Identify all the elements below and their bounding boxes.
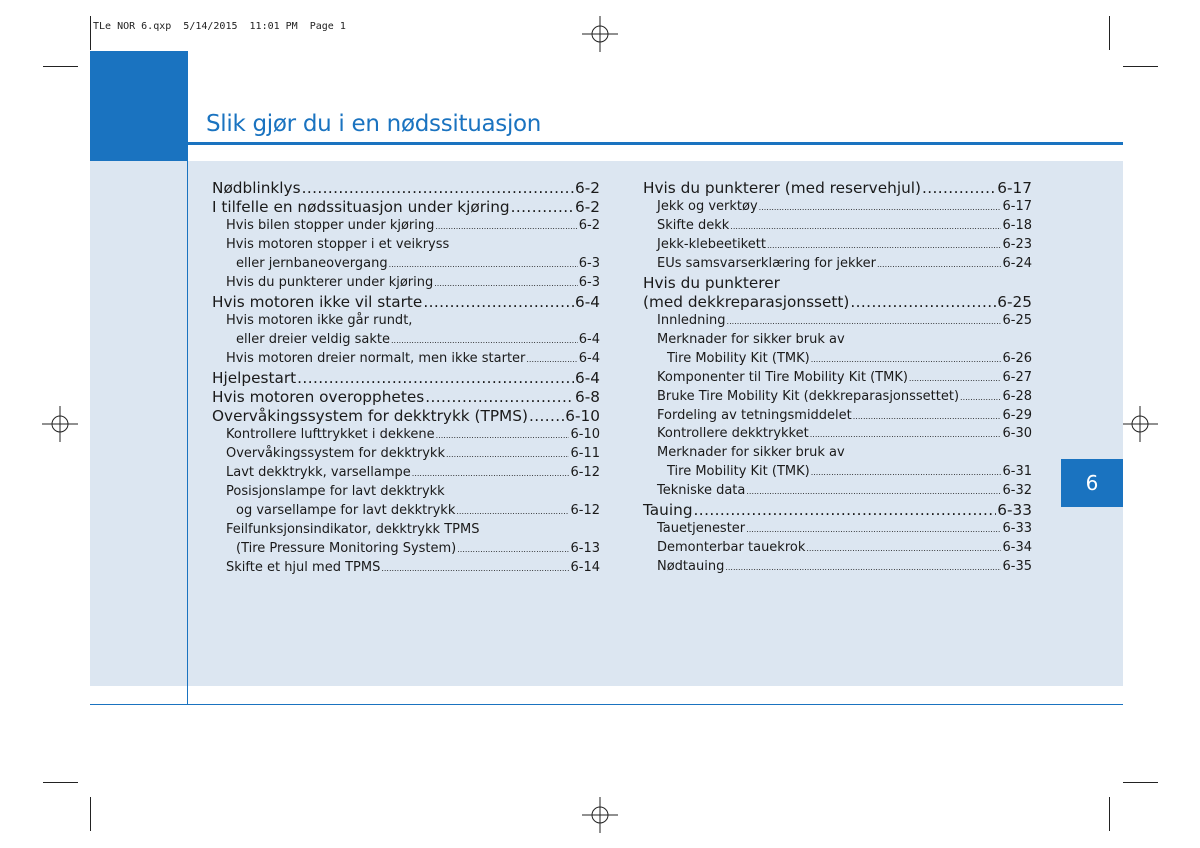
toc-entry-page: 6-30 — [1002, 426, 1032, 442]
toc-entry-page: 6-8 — [575, 387, 600, 406]
margin-rule — [187, 51, 188, 704]
toc-entry[interactable] — [212, 312, 600, 331]
toc-dot-leader — [725, 559, 1001, 578]
toc-entry-title: (med dekkreparasjonssett) — [643, 292, 850, 311]
toc-entry-page: 6-3 — [578, 275, 600, 291]
toc-entry-page: 6-35 — [1002, 559, 1032, 574]
toc-entry-page: 6-2 — [575, 179, 600, 197]
toc-dot-leader — [909, 370, 1002, 389]
toc-entry-title: Innledning — [657, 313, 726, 329]
toc-entry-page: 6-23 — [1002, 236, 1032, 252]
toc-entry[interactable] — [212, 388, 600, 407]
toc-entry-page: 6-33 — [1002, 521, 1032, 537]
toc-left-column — [212, 179, 600, 577]
toc-entry[interactable] — [212, 350, 600, 369]
toc-entry[interactable] — [643, 425, 1032, 444]
toc-entry-title: Hvis motoren overopphetes — [212, 387, 425, 406]
toc-entry-title: Kontrollere dekktrykket — [657, 426, 809, 442]
toc-entry-title: Hvis du punkterer — [643, 273, 780, 292]
registration-mark-icon — [1122, 406, 1158, 442]
toc-entry-title: Hvis bilen stopper under kjøring — [226, 218, 435, 234]
toc-entry-title: Hjelpestart — [212, 368, 297, 387]
toc-entry-page: 6-4 — [578, 332, 600, 348]
toc-entry[interactable] — [212, 502, 600, 521]
toc-entry[interactable] — [212, 521, 600, 540]
toc-entry[interactable] — [212, 483, 600, 502]
toc-entry[interactable] — [643, 198, 1032, 217]
toc-dot-leader — [730, 218, 1001, 237]
toc-dot-leader — [529, 407, 564, 426]
title-rule — [90, 142, 1123, 145]
toc-entry-title: Tekniske data — [657, 483, 746, 499]
toc-entry[interactable] — [643, 331, 1032, 350]
toc-entry[interactable] — [643, 179, 1032, 198]
toc-entry-page: 6-4 — [578, 350, 600, 366]
toc-entry-title: Tauing — [643, 501, 693, 520]
toc-entry[interactable] — [212, 236, 600, 255]
registration-mark-icon — [42, 406, 78, 442]
toc-entry-page: 6-32 — [1002, 483, 1032, 499]
toc-entry-title: Hvis motoren ikke vil starte — [212, 292, 423, 311]
bottom-rule — [90, 704, 1123, 705]
toc-entry-page: 6-33 — [997, 501, 1032, 520]
toc-entry-title: Demonterbar tauekrok — [657, 540, 806, 556]
chapter-tab: 6 — [1061, 459, 1123, 507]
crop-mark — [1109, 797, 1110, 831]
toc-entry-page: 6-31 — [1002, 464, 1032, 480]
toc-entry-page: 6-11 — [570, 446, 600, 462]
toc-entry-title: Hvis motoren ikke går rundt, — [226, 313, 413, 329]
toc-entry[interactable] — [643, 369, 1032, 388]
toc-dot-leader — [423, 293, 574, 312]
toc-entry[interactable] — [643, 539, 1032, 558]
crop-mark — [1123, 66, 1158, 67]
toc-entry[interactable] — [212, 426, 600, 445]
toc-entry[interactable] — [212, 559, 600, 578]
toc-dot-leader — [922, 179, 996, 198]
toc-entry-title: Merknader for sikker bruk av — [657, 332, 845, 348]
toc-entry-title: og varsellampe for lavt dekktrykk — [236, 502, 456, 518]
toc-entry[interactable] — [212, 540, 600, 559]
toc-dot-leader — [806, 540, 1001, 559]
toc-entry-title: Posisjonslampe for lavt dekktrykk — [226, 484, 445, 500]
toc-entry-page: 6-25 — [997, 292, 1032, 311]
toc-entry[interactable] — [643, 274, 1032, 293]
toc-dot-leader — [511, 198, 574, 217]
toc-entry[interactable] — [212, 198, 600, 217]
toc-entry-title: Tauetjenester — [657, 521, 746, 537]
toc-dot-leader — [457, 541, 569, 560]
crop-mark — [1123, 782, 1158, 783]
toc-entry-title: Skifte et hjul med TPMS — [226, 559, 381, 575]
toc-entry-page: 6-10 — [570, 427, 600, 443]
crop-mark — [90, 797, 91, 831]
toc-entry-title: Overvåkingssystem for dekktrykk (TPMS) — [212, 407, 528, 426]
toc-entry-page: 6-14 — [570, 559, 600, 575]
toc-entry-page: 6-24 — [1002, 255, 1032, 271]
toc-entry-title: Fordeling av tetningsmiddelet — [657, 407, 852, 423]
crop-mark — [43, 782, 78, 783]
toc-dot-leader — [456, 503, 569, 522]
toc-dot-leader — [811, 464, 1002, 483]
toc-entry-title: Hvis motoren stopper i et veikryss — [226, 237, 450, 253]
toc-entry[interactable] — [212, 255, 600, 274]
toc-entry-title: Nødblinklys — [212, 179, 301, 197]
toc-entry-title: Overvåkingssystem for dekktrykk — [226, 446, 445, 462]
toc-entry-title: Skifte dekk — [657, 218, 730, 234]
toc-entry[interactable] — [212, 464, 600, 483]
toc-dot-leader — [412, 465, 570, 484]
toc-dot-leader — [960, 389, 1001, 408]
toc-entry-page: 6-34 — [1002, 540, 1032, 556]
toc-entry-title: (Tire Pressure Monitoring System) — [236, 540, 457, 556]
toc-entry[interactable] — [643, 463, 1032, 482]
toc-entry-title: eller dreier veldig sakte — [236, 332, 391, 348]
toc-entry-page: 6-25 — [1002, 313, 1032, 329]
toc-entry-title: Jekk og verktøy — [657, 199, 758, 215]
crop-mark — [90, 16, 91, 50]
toc-dot-leader — [853, 408, 1002, 427]
toc-dot-leader — [436, 427, 570, 446]
toc-entry[interactable] — [643, 255, 1032, 274]
toc-entry-page: 6-17 — [997, 179, 1032, 197]
page-title: Slik gjør du i en nødssituasjon — [206, 111, 542, 137]
toc-entry-title: Merknader for sikker bruk av — [657, 445, 845, 461]
toc-entry[interactable] — [212, 369, 600, 388]
toc-entry-title: I tilfelle en nødssituasjon under kjøring — [212, 198, 510, 217]
toc-entry-page: 6-26 — [1002, 350, 1032, 366]
toc-entry-page: 6-2 — [575, 198, 600, 217]
toc-entry-title: Lavt dekktrykk, varsellampe — [226, 465, 411, 481]
toc-entry-page: 6-29 — [1002, 407, 1032, 423]
toc-entry[interactable] — [212, 293, 600, 312]
toc-entry-page: 6-2 — [578, 218, 600, 234]
toc-entry[interactable] — [643, 407, 1032, 426]
toc-entry[interactable] — [643, 350, 1032, 369]
toc-entry[interactable] — [643, 501, 1032, 520]
toc-entry[interactable] — [212, 274, 600, 293]
toc-entry[interactable] — [212, 217, 600, 236]
toc-dot-leader — [811, 351, 1002, 370]
toc-dot-leader — [425, 388, 574, 407]
toc-dot-leader — [759, 199, 1002, 218]
toc-entry-page: 6-27 — [1002, 369, 1032, 385]
toc-dot-leader — [746, 483, 1001, 502]
print-slug: TLe NOR 6.qxp 5/14/2015 11:01 PM Page 1 — [93, 21, 346, 32]
toc-dot-leader — [381, 560, 569, 579]
toc-right-column — [643, 179, 1032, 577]
toc-entry-title: Jekk-klebeetikett — [657, 236, 766, 252]
toc-entry-page: 6-4 — [575, 368, 600, 387]
toc-entry[interactable] — [643, 482, 1032, 501]
toc-entry-title: Hvis du punkterer (med reservehjul) — [643, 179, 921, 197]
toc-entry[interactable] — [643, 293, 1032, 312]
toc-dot-leader — [727, 313, 1002, 332]
toc-dot-leader — [767, 237, 1002, 256]
toc-entry[interactable] — [643, 236, 1032, 255]
toc-entry-title: Feilfunksjonsindikator, dekktrykk TPMS — [226, 521, 480, 537]
toc-dot-leader — [297, 369, 574, 388]
toc-dot-leader — [391, 332, 578, 351]
toc-entry-page: 6-4 — [575, 292, 600, 311]
toc-entry[interactable] — [643, 558, 1032, 577]
toc-entry-page: 6-12 — [570, 465, 600, 481]
toc-entry-page: 6-13 — [570, 540, 600, 556]
toc-entry[interactable] — [212, 407, 600, 426]
registration-mark-icon — [582, 16, 618, 52]
crop-mark — [43, 66, 78, 67]
toc-entry[interactable] — [212, 179, 600, 198]
toc-entry[interactable] — [643, 217, 1032, 236]
toc-entry-title: Tire Mobility Kit (TMK) — [667, 350, 810, 366]
crop-mark — [1109, 16, 1110, 50]
toc-entry[interactable] — [643, 312, 1032, 331]
toc-entry-title: EUs samsvarserklæring for jekker — [657, 255, 876, 271]
toc-entry[interactable] — [212, 445, 600, 464]
toc-entry-title: Nødtauing — [657, 559, 725, 574]
toc-dot-leader — [694, 501, 997, 520]
toc-entry-page: 6-18 — [1002, 218, 1032, 234]
registration-mark-icon — [582, 797, 618, 833]
toc-dot-leader — [435, 218, 577, 237]
toc-dot-leader — [810, 426, 1002, 445]
toc-entry[interactable] — [643, 388, 1032, 407]
toc-entry-page: 6-10 — [565, 407, 600, 426]
toc-entry-title: Komponenter til Tire Mobility Kit (TMK) — [657, 369, 908, 385]
toc-entry-title: Tire Mobility Kit (TMK) — [667, 464, 810, 480]
toc-entry[interactable] — [643, 520, 1032, 539]
toc-dot-leader — [434, 275, 578, 294]
toc-dot-leader — [526, 351, 577, 370]
toc-entry-page: 6-12 — [570, 502, 600, 518]
toc-dot-leader — [446, 446, 570, 465]
toc-entry-page: 6-17 — [1002, 199, 1032, 215]
toc-entry[interactable] — [643, 444, 1032, 463]
toc-entry-title: Hvis du punkterer under kjøring — [226, 275, 434, 291]
toc-entry-title: Hvis motoren dreier normalt, men ikke starter — [226, 350, 526, 366]
toc-entry-title: eller jernbaneovergang — [236, 256, 388, 272]
toc-dot-leader — [389, 256, 578, 275]
toc-entry-title: Kontrollere lufttrykket i dekkene — [226, 427, 435, 443]
toc-entry-title: Bruke Tire Mobility Kit (dekkreparasjonssettet) — [657, 388, 960, 404]
toc-dot-leader — [302, 179, 574, 198]
toc-entry-page: 6-28 — [1002, 388, 1032, 404]
toc-dot-leader — [746, 521, 1001, 540]
toc-entry-page: 6-3 — [578, 256, 600, 272]
toc-dot-leader — [850, 293, 996, 312]
toc-entry[interactable] — [212, 331, 600, 350]
toc-dot-leader — [877, 256, 1002, 275]
